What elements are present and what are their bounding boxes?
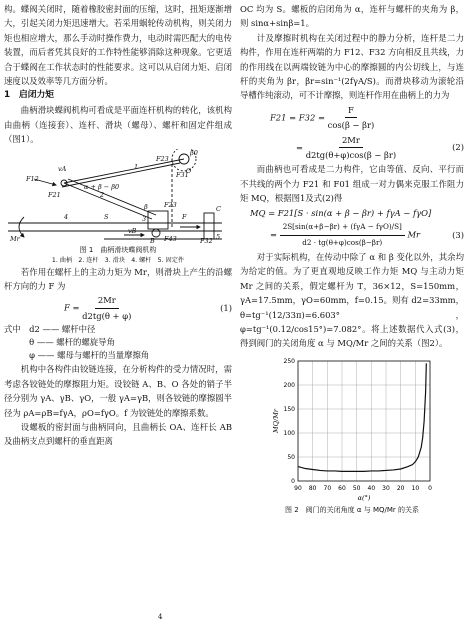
figure-2-chart xyxy=(240,353,464,503)
diagram-label: F xyxy=(182,212,187,221)
diagram-label: B xyxy=(150,236,155,245)
slider-block xyxy=(148,211,168,229)
y-axis-label: MQ/Mr xyxy=(272,408,280,433)
diagram-label: 5 xyxy=(216,232,221,241)
diagram-label: 3 xyxy=(142,214,147,223)
fraction-numerator: 2Mr xyxy=(339,133,363,148)
fixed-member xyxy=(204,213,214,239)
fraction-denominator: d2tg(θ+φ)cos(β − βr) xyxy=(305,150,397,161)
series-line xyxy=(298,363,426,471)
definition-line: 式中 d2 —— 螺杆中径 xyxy=(4,324,96,335)
diagram-label: F12 xyxy=(26,174,39,183)
roller xyxy=(152,229,160,237)
equation-number: (3) xyxy=(452,229,464,240)
diagram-label: C xyxy=(216,204,221,213)
symbol-definitions xyxy=(4,323,232,362)
equation-number: (2) xyxy=(452,142,464,153)
equation-1 xyxy=(4,293,232,323)
x-tick-label: 70 xyxy=(323,484,332,492)
equation-fraction xyxy=(82,293,131,323)
diagram-label: F31 xyxy=(176,170,189,179)
x-tick-label: 90 xyxy=(294,484,302,492)
equation-2b: = $\frac{2Mr}{d2tg(\theta+\varphi)\cos(\beta - \beta r)}$ (2) xyxy=(240,133,464,163)
paragraph: 机构中各构件由铰链连接，在分析构件的受力情况时，需考虑各铰链处的摩擦阻力矩。设铰链 A、B、O 各处的销子半径分别为 γA、γB、γO，一般 γA=γB，则各铰链的摩擦圆半径为 ρA=ρB=fγA，ρO=fγO。f 为铰链处的摩擦系数。 xyxy=(4,364,232,418)
equation-3a: MQ = F21[S · sin(α + β − βr) + fγA − fγO] xyxy=(250,207,432,218)
figure-1-caption: 图 1 曲柄滑块蝶阀机构 xyxy=(79,245,157,254)
equation-lhs: F21 = F32 = xyxy=(270,112,325,123)
figure-2-caption: 图 2 阀门的关闭角度 α 与 MQ/Mr 的关系 xyxy=(284,505,420,514)
x-tick-label: 10 xyxy=(411,484,420,492)
x-tick-label: 40 xyxy=(367,484,376,492)
x-tick-label: 50 xyxy=(352,484,361,492)
x-tick-label: 80 xyxy=(308,484,317,492)
diagram-label: S xyxy=(104,212,109,221)
diagram-label: F23 xyxy=(164,200,177,209)
diagram-label: F32 xyxy=(200,236,213,245)
paragraph: 曲柄滑块蝶阀机构可看成是平面连杆机构的转化，该机构由曲柄（连接套）、连杆、滑块（螺母）、螺杆和固定件组成（图1）。 xyxy=(4,105,232,145)
x-tick-label: 0 xyxy=(428,484,432,492)
alpha-vs-torque-ratio-chart xyxy=(240,353,464,503)
moment-arrow xyxy=(19,217,24,237)
figure-1-legend: 1. 曲柄 2. 连杆 3. 滑块 4. 螺杆 5. 固定件 xyxy=(51,256,185,264)
diagram-label: 4 xyxy=(64,212,69,221)
paragraph: 构。蝶阀关闭时，随着橡胶密封面的压缩，这时，扭矩逐渐增大，引起关闭力矩迅速增大。若采用蜗轮传动机构，则关闭力矩也相应增大，那么手动时操作费力，电动时需匹配大的电传装置，而后者凭其良好的工作特性能够消除这种现象。它更适合于蝶阀在工作状态时的性能要求。这可以从启闭力矩、启闭速度以及效率等几方面分析。 xyxy=(4,4,232,87)
equation-number: (1) xyxy=(220,303,232,314)
definition-line: φ —— 螺母与螺杆的当量摩擦角 xyxy=(4,350,150,361)
equation-lhs: F = xyxy=(64,302,80,313)
x-tick-label: 20 xyxy=(396,484,405,492)
figure-1-diagram xyxy=(4,149,232,245)
diagram-label: F43 xyxy=(164,234,177,243)
fraction-denominator: d2tg(θ + φ) xyxy=(82,310,132,321)
diagram-label: vB xyxy=(128,226,137,235)
section-heading: 1 启闭力矩 xyxy=(4,90,55,101)
paragraph: 对于实际机构，在传动中除了 α 和 β 变化以外，其余均为给定的值。为了更直观地反映工作力矩 MQ 与主动力矩 Mr 之间的关系，假定螺杆为 T，36×12，S=150mm，γA=17.5mm，γO=60mm，f=0.15。则有 d2=33mm，θ=tg⁻¹(12/33π)=6.603°，φ=tg⁻¹(0.12/cos15°)=7.082°。将上述数据代入式(3)，得到阀门的关闭角度 α 与 MQ/Mr 之间的关系（图2）。 xyxy=(240,251,464,349)
diagram-label: Mr xyxy=(10,234,20,243)
diagram-label: β0 xyxy=(190,148,198,157)
fraction-denominator: cos(β − βr) xyxy=(327,120,375,131)
equation-fraction xyxy=(280,220,405,250)
y-tick-label: 50 xyxy=(287,453,295,461)
crank-slider-mechanism-diagram xyxy=(4,149,232,245)
paragraph: 若作用在螺杆上的主动力矩为 Mr，则滑块上产生的沿螺杆方向的力 F 为 xyxy=(4,266,232,292)
diagram-label: 2 xyxy=(100,190,105,199)
diagram-label: O xyxy=(186,166,192,175)
right-column xyxy=(240,2,464,517)
diagram-label: vA xyxy=(58,164,67,173)
fraction-denominator: d2 · tg(θ+φ)cos(β−βr) xyxy=(302,237,383,247)
paragraph: 计及摩擦时机构在关闭过程中的静力分析，连杆是二力构件，作用在连杆两端的力 F12、F32 方向相反且共线，力的作用线在以两端铰链为中心的摩擦圆的内公切线上，与连杆的夹角为 βr，βr=sin⁻¹(2fγA/S)。而滑块移动为滚轮沿导槽作纯滚动，可不计摩擦，则连杆作用在曲柄上的力为 xyxy=(240,32,464,101)
paragraph: 而曲柄也可看成是二力构件，它由等值、反向、平行而不共线的两个力 F21 和 F01 组成一对力偶来克服工作阻力矩 MQ，根据图1及式(2)得 xyxy=(240,164,464,204)
x-axis-label: α(°) xyxy=(357,493,371,502)
equation-2a xyxy=(240,103,464,133)
y-tick-label: 0 xyxy=(291,477,295,485)
definition-line: θ —— 螺杆的螺旋导角 xyxy=(4,337,115,348)
left-column xyxy=(4,2,232,449)
diagram-label: F21 xyxy=(48,190,61,199)
equation-3b: = $\frac{\text{2S[sin(α+β−βr) + (fγA − fγO)/S]}}{d2 \cdot tg(\theta+\varphi)\cos(\beta-\beta r)}$ Mr (3) xyxy=(240,220,464,250)
x-tick-label: 60 xyxy=(338,484,346,492)
y-tick-label: 150 xyxy=(283,405,295,413)
equation-fraction xyxy=(328,103,375,133)
fraction-numerator: F xyxy=(345,103,357,118)
fraction-numerator: 2S[sin(α+β−βr) + (fγA − fγO)/S] xyxy=(280,220,405,235)
x-tick-label: 30 xyxy=(382,484,390,492)
equation-fraction xyxy=(306,133,396,163)
paragraph: 设螺板的密封面与曲柄同向，且曲柄长 OA、连杆长 AB 及曲柄支点到螺杆的垂直距离 xyxy=(4,421,232,447)
diagram-label: 1 xyxy=(134,162,139,171)
y-tick-label: 100 xyxy=(283,429,295,437)
y-tick-label: 200 xyxy=(283,381,295,389)
page-number: 4 xyxy=(158,613,163,621)
fraction-numerator: 2Mr xyxy=(95,293,119,308)
diagram-label: β xyxy=(144,202,148,211)
y-tick-label: 250 xyxy=(283,357,295,365)
plot-frame xyxy=(298,361,430,481)
paragraph: OC 均为 S。螺板的启闭角为 α，连杆与螺杆的夹角为 β，则 sinα+sinβ=1。 xyxy=(240,4,464,29)
diagram-label: α + β − β0 xyxy=(84,182,120,191)
diagram-label: F23 xyxy=(156,154,169,163)
